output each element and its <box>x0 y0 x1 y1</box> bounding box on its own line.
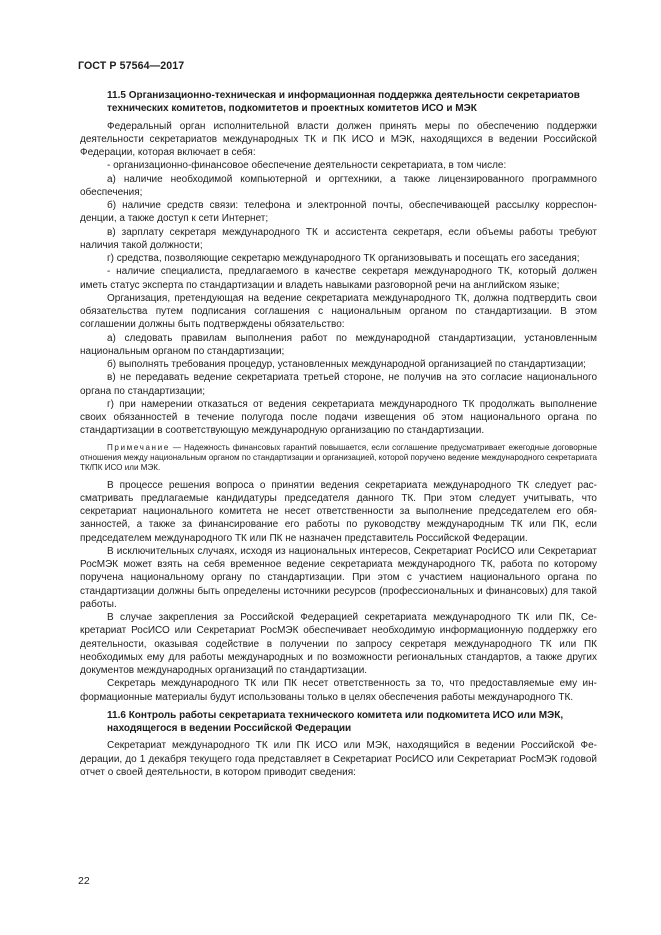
document-header-standard: ГОСТ Р 57564—2017 <box>78 60 185 72</box>
paragraph-chair: В процессе решения вопроса о принятии ведения секретариата международного ТК следует рассматривать предлагаемые кандидатуры председателя данного ТК. При этом следует учитывать, что секретариат национального комитета не несет ответственности за выполнение председателем его обязанностей, а также за финансирование его работы по руководству международным ТК или ПК, если председателем международного ТК или ПК не назначен представитель Российской Федерации. <box>80 479 597 544</box>
obligation-v: в) не передавать ведение секретариата третьей стороне, не получив на это согласие национального органа по стандартизации; <box>80 372 597 397</box>
note <box>80 443 597 474</box>
paragraph-secretariat-assignment: В случае закрепления за Российской Федерацией секретариата международного ТК или ПК, Секретариат РосИСО или Секретариат РосМЭК обеспечивает необходимую информационную поддержку его деятельности, оказывая содействие в получении по запросу секретаря международного ТК или ПК необходимых ему для работы международных и по возможности региональных стандартов, а также других документов международных организаций по стандартизации. <box>80 612 597 677</box>
note-label: Примечание <box>107 442 170 452</box>
section-11-6-heading: 11.6 Контроль работы секретариата технического комитета или подкомитета ИСО или МЭК, находящегося в ведении Российской Федерации <box>107 709 564 735</box>
obligation-a: а) следовать правилам выполнения работ по международной стандартизации, установленным национальным органом по стандартизации; <box>80 332 597 357</box>
section-11-5-heading: 11.5 Организационно-техническая и информационная поддержка деятельности секретариатов технических комитетов, подкомитетов и проектных комитетов ИСО и МЭК <box>107 90 580 115</box>
section-11-6-paragraph: Секретариат международного ТК или ПК ИСО или МЭК, находящийся в ведении Российской Федерации, до 1 декабря текущего года представляет в Секретариат РосИСО или Секретариат РосМЭК годовой отчет о своей деятельности, в котором приводит сведения: <box>80 740 597 778</box>
list-item-dash-2: - наличие специалиста, предлагаемого в качестве секретаря международного ТК, который должен иметь статус эксперта по стандартизации и владеть навыками разговорной речи на английском языке; <box>80 266 597 291</box>
obligation-g: г) при намерении отказаться от ведения секретариата международного ТК продолжать выполнение своих обязанностей в течение полугода после подачи извещения об этом национального органа по стандартизации в соответствующую международную организацию по стандартизации. <box>80 398 597 437</box>
list-item-a: а) наличие необходимой компьютерной и оргтехники, а также лицензированного программного обеспечения; <box>80 173 597 198</box>
note-text: — Надежность финансовых гарантий повышается, если соглашение предусматривает ежегодные договорные отношения между национальным органом по стандартизации и организацией, которой поручено ведение международного секретариата ТК/ПК ИСО или МЭК. <box>80 442 597 473</box>
paragraph-exceptional-cases: В исключительных случаях, исходя из национальных интересов, Секретариат РосИСО или Секретариат РосМЭК может взять на себя временное ведение секретариата международного ТК, работа по которому поручена национальному органу по стандартизации. При этом с участием национального органа по стандартизации должны быть определены источники ресурсов (профессиональных и финансовых) для такой работы. <box>80 545 597 610</box>
list-item-v: в) зарплату секретаря международного ТК и ассистента секретаря, если объемы работы требуют наличия такой должности; <box>80 226 597 251</box>
obligation-b: б) выполнять требования процедур, установленных международной организацией по стандартизации; <box>107 359 586 370</box>
list-item-b: б) наличие средств связи: телефона и электронной почты, обеспечивающей рассылку корреспонденции, а также доступ к сети Интернет; <box>80 200 597 225</box>
section-11-5-intro: Федеральный орган исполнительной власти должен принять меры по обеспечению поддержки деятельности секретариатов международных ТК и ПК ИСО и МЭК, находящихся в ведении Российской Федерации, которая включает в себя: <box>80 120 597 158</box>
document-body <box>80 89 597 779</box>
page-number: 22 <box>78 875 90 887</box>
org-obligations-paragraph: Организация, претендующая на ведение секретариата международного ТК, должна подтвердить свои обязательства путем подписания соглашения с национальным органом по стандартизации. В этом соглашении должны быть подтверждены обязательство: <box>80 292 597 331</box>
list-item-dash-1: - организационно-финансовое обеспечение деятельности секретариата, в том числе: <box>107 160 507 172</box>
paragraph-secretary-responsibility: Секретарь международного ТК или ПК несет ответственность за то, что предоставляемые ему информационные материалы будут использованы только в целях обеспечения работы международного ТК. <box>80 678 597 703</box>
list-item-g: г) средства, позволяющие секретарю международного ТК организовывать и посещать его заседания; <box>107 253 580 264</box>
